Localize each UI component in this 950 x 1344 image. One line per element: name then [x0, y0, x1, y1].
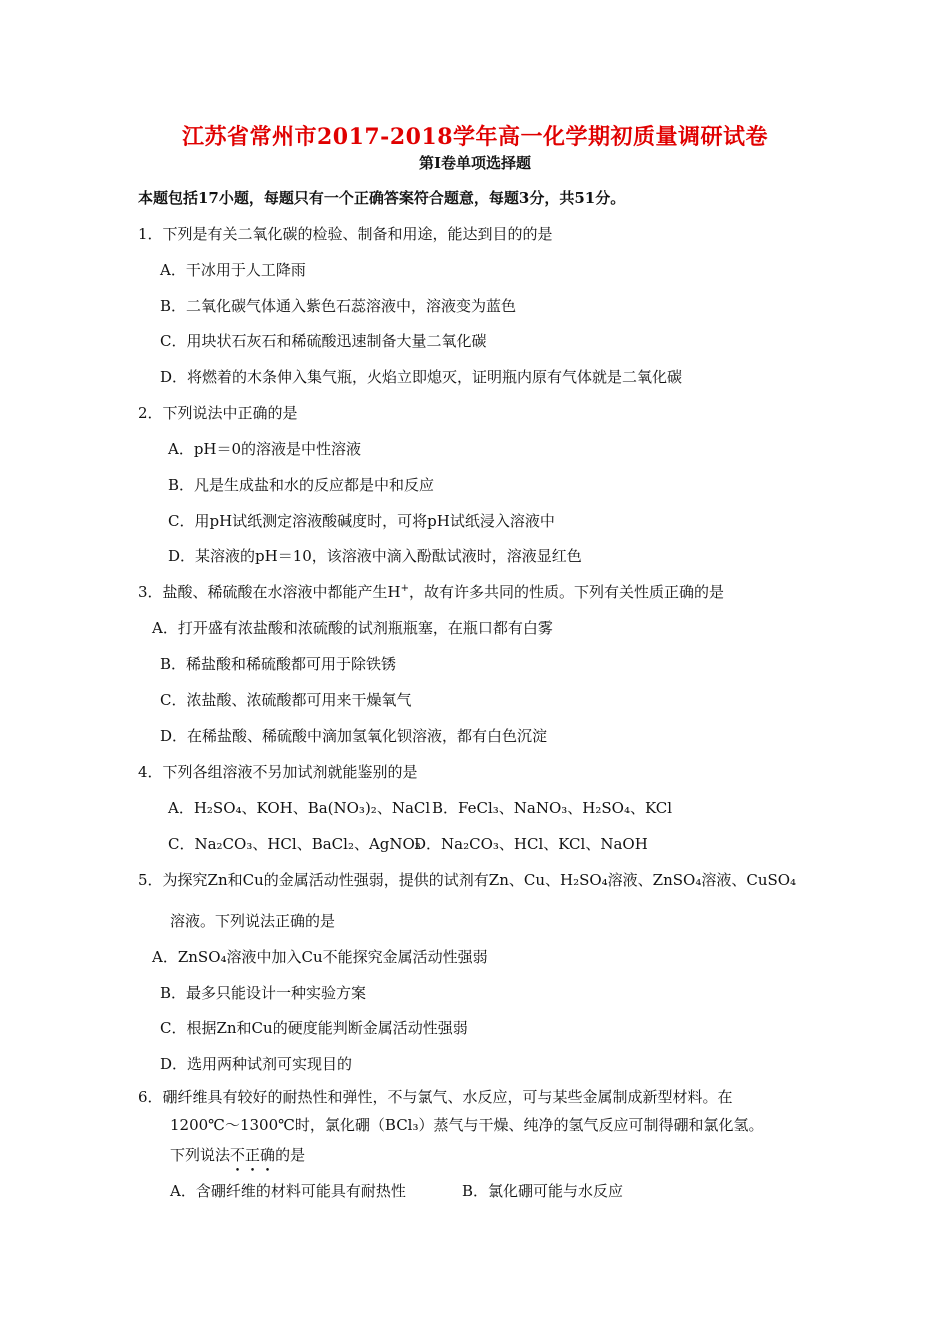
question-4-option-d: D．Na₂CO₃、HCl、KCl、NaOH — [414, 835, 648, 853]
question-6-stem-continued: 1200℃～1300℃时，氯化硼（BCl₃）蒸气与干燥、纯净的氢气反应可制得硼和氯化氢。 — [170, 1116, 764, 1134]
question-4-option-a: A．H₂SO₄、KOH、Ba(NO₃)₂、NaCl — [168, 799, 431, 817]
question-4-option-c: C．Na₂CO₃、HCl、BaCl₂、AgNO₃ — [168, 835, 421, 853]
question-3-stem-post: ，故有许多共同的性质。下列有关性质正确的是 — [409, 583, 725, 601]
question-6-option-a: A．含硼纤维的材料可能具有耐热性 — [170, 1182, 406, 1200]
question-5-option-c: C．根据Zn和Cu的硬度能判断金属活动性强弱 — [160, 1019, 468, 1037]
question-5-option-d: D．选用两种试剂可实现目的 — [160, 1055, 353, 1073]
question-1-option-c: C．用块状石灰石和稀硫酸迅速制备大量二氧化碳 — [160, 332, 487, 350]
emphasis-char: 正 — [245, 1146, 261, 1164]
instructions: 本题包括17小题，每题只有一个正确答案符合题意，每题3分，共51分。 — [138, 189, 626, 207]
question-3-option-a: A．打开盛有浓盐酸和浓硫酸的试剂瓶瓶塞，在瓶口都有白雾 — [152, 619, 553, 637]
question-6-stem-last — [170, 1145, 305, 1165]
question-6-stem-pre: 下列说法 — [170, 1146, 231, 1164]
question-1-option-b: B．二氧化碳气体通入紫色石蕊溶液中，溶液变为蓝色 — [160, 297, 517, 315]
section-title: 第Ⅰ卷单项选择题 — [418, 154, 532, 172]
question-1-option-d: D．将燃着的木条伸入集气瓶，火焰立即熄灭，证明瓶内原有气体就是二氧化碳 — [160, 368, 683, 386]
emphasis-char: 不 — [230, 1146, 246, 1164]
question-5-stem-continued: 溶液。下列说法正确的是 — [170, 912, 336, 930]
question-6-stem: 6．硼纤维具有较好的耐热性和弹性，不与氯气、水反应，可与某些金属制成新型材料。在 — [138, 1088, 733, 1106]
question-2-option-b: B．凡是生成盐和水的反应都是中和反应 — [168, 476, 435, 494]
question-2-option-a: A．pH＝0的溶液是中性溶液 — [168, 440, 362, 458]
question-6-option-b: B．氯化硼可能与水反应 — [462, 1182, 624, 1200]
question-2-option-d: D．某溶液的pH＝10，该溶液中滴入酚酞试液时，溶液显红色 — [168, 547, 582, 565]
question-3-option-d: D．在稀盐酸、稀硫酸中滴加氢氧化钡溶液，都有白色沉淀 — [160, 727, 548, 745]
question-3-option-b: B．稀盐酸和稀硫酸都可用于除铁锈 — [160, 655, 397, 673]
question-1-stem: 1．下列是有关二氧化碳的检验、制备和用途，能达到目的的是 — [138, 225, 553, 243]
exam-title: 江苏省常州市2017-2018学年高一化学期初质量调研试卷 — [181, 124, 769, 150]
question-3-option-c: C．浓盐酸、浓硫酸都可用来干燥氧气 — [160, 691, 412, 709]
question-5-option-a: A．ZnSO₄溶液中加入Cu不能探究金属活动性强弱 — [152, 948, 488, 966]
question-3-stem-pre: 3．盐酸、稀硫酸在水溶液中都能产生H — [138, 583, 401, 601]
question-3-stem — [138, 582, 724, 602]
question-5-stem: 5．为探究Zn和Cu的金属活动性强弱，提供的试剂有Zn、Cu、H₂SO₄溶液、ZnSO₄溶液、CuSO₄ — [138, 871, 797, 889]
question-2-stem: 2．下列说法中正确的是 — [138, 404, 298, 422]
hydrogen-ion-charge: + — [400, 583, 410, 594]
question-2-option-c: C．用pH试纸测定溶液酸碱度时，可将pH试纸浸入溶液中 — [168, 512, 555, 530]
emphasis-not-correct — [230, 1146, 275, 1164]
emphasis-char: 确 — [260, 1146, 276, 1164]
question-6-stem-post: 的是 — [275, 1146, 306, 1164]
question-1-option-a: A．干冰用于人工降雨 — [160, 261, 306, 279]
question-5-option-b: B．最多只能设计一种实验方案 — [160, 984, 367, 1002]
question-4-stem: 4．下列各组溶液不另加试剂就能鉴别的是 — [138, 763, 418, 781]
question-4-option-b: B．FeCl₃、NaNO₃、H₂SO₄、KCl — [432, 799, 673, 817]
